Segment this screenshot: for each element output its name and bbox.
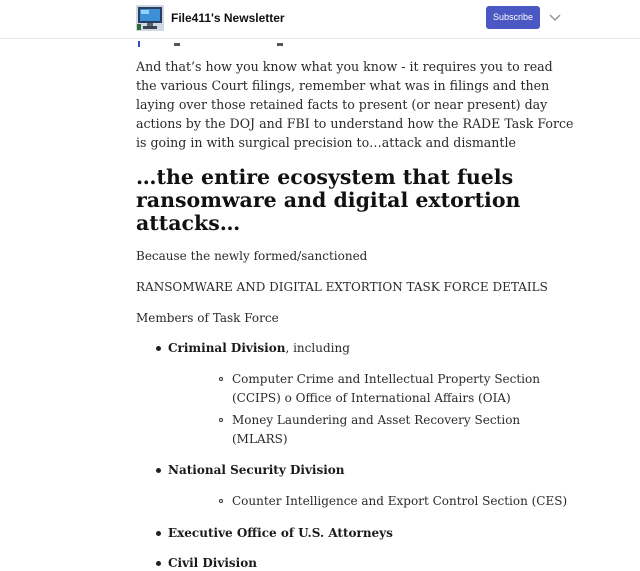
member-name: Executive Office of U.S. Attorneys bbox=[168, 526, 393, 540]
article-body bbox=[136, 57, 576, 571]
task-force-details-line: RANSOMWARE AND DIGITAL EXTORTION TASK FORCE DETAILS bbox=[136, 280, 548, 294]
member-name: Civil Division bbox=[168, 556, 257, 570]
intro-line: Because the newly formed/sanctioned bbox=[136, 249, 368, 263]
sublist bbox=[168, 492, 576, 511]
list-item-national-security-division bbox=[136, 462, 576, 511]
chevron-down-icon[interactable] bbox=[548, 10, 562, 24]
member-name: National Security Division bbox=[168, 463, 345, 477]
list-item: Counter Intelligence and Export Control Section (CES) bbox=[168, 492, 576, 511]
members-line: Members of Task Force bbox=[136, 311, 279, 325]
member-name: Criminal Division bbox=[168, 341, 286, 355]
list-item-civil-division bbox=[136, 555, 576, 571]
list-item: Money Laundering and Asset Recovery Section (MLARS) bbox=[168, 411, 576, 449]
members-list bbox=[136, 340, 576, 571]
publication-name[interactable]: File411's Newsletter bbox=[171, 11, 285, 25]
list-item-criminal-division bbox=[136, 340, 576, 449]
newsletter-logo-icon[interactable] bbox=[136, 5, 164, 31]
member-suffix: , including bbox=[285, 341, 350, 355]
subscribe-button[interactable]: Subscribe bbox=[486, 6, 540, 29]
section-heading: …the entire ecosystem that fuels ransomware and digital extortion attacks… bbox=[136, 165, 521, 235]
article-paragraph: And that’s how you know what you know - it requires you to read the various Court filings, remember what was in filings and then laying over those retained facts to present (or near present) day actions by the DOJ and FBI to understand how the RADE Task Force is going in with surgical precision to…attack and dismantle bbox=[136, 59, 574, 150]
newsletter-header bbox=[0, 0, 640, 39]
sublist bbox=[168, 370, 576, 449]
list-item: Computer Crime and Intellectual Property Section (CCIPS) o Office of International Affairs (OIA) bbox=[168, 370, 576, 408]
list-item-executive-office bbox=[136, 525, 576, 541]
